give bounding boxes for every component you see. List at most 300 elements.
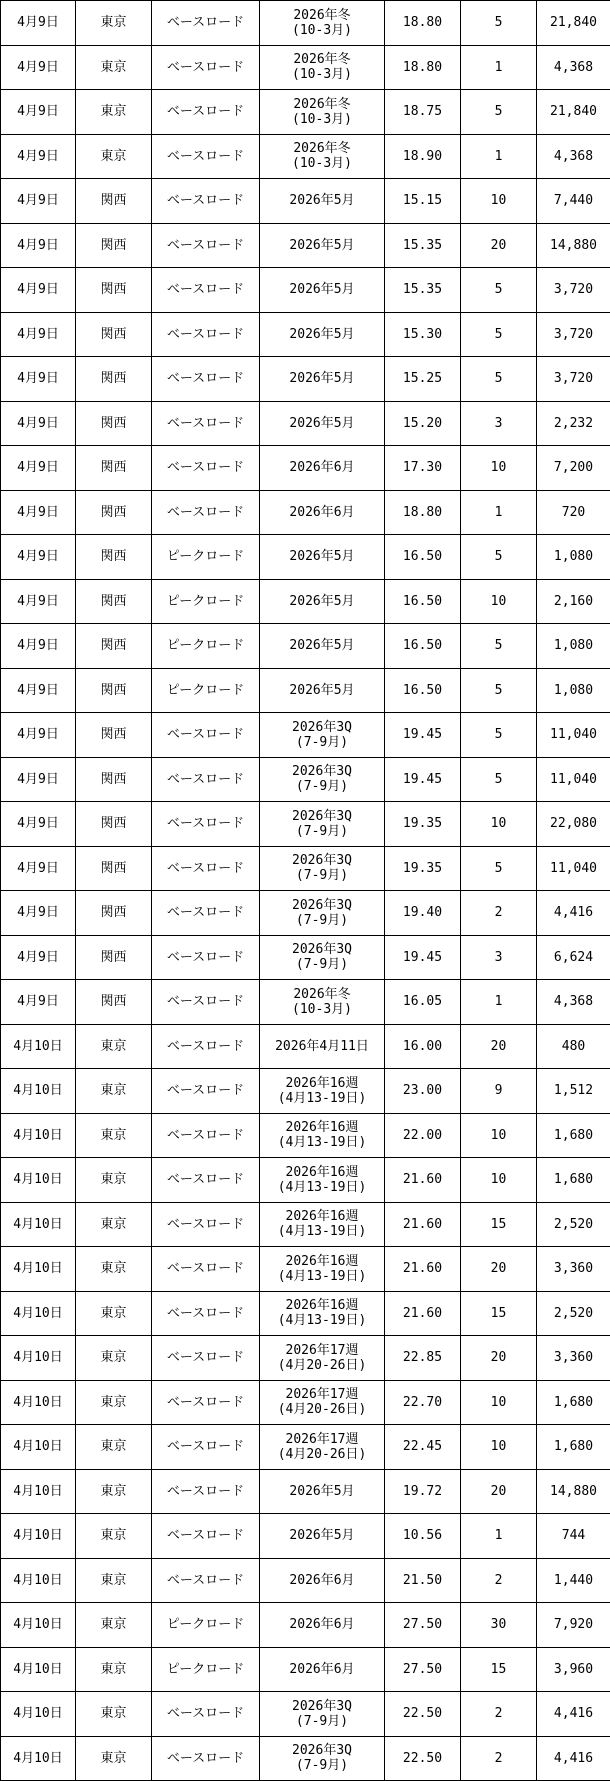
price-cell: 16.50: [385, 624, 461, 669]
amount-cell: 4,368: [537, 134, 610, 179]
table-row: [1, 446, 610, 491]
delivery-period-cell: [260, 1113, 385, 1158]
delivery-period-line: 2026年3Q: [260, 720, 384, 735]
quantity-cell: 5: [461, 312, 537, 357]
delivery-period-cell: [260, 1069, 385, 1114]
area-cell: 東京: [76, 1336, 152, 1381]
load-type-cell: ベースロード: [152, 1291, 260, 1336]
load-type-cell: ピークロード: [152, 535, 260, 580]
table-row: [1, 1202, 610, 1247]
delivery-period-line: (4月13-19日): [260, 1180, 384, 1195]
delivery-period-line: 2026年6月: [260, 460, 384, 475]
table-row: [1, 1603, 610, 1648]
table-row: [1, 802, 610, 847]
trade-date-cell: 4月10日: [1, 1692, 76, 1737]
delivery-period-cell: [260, 1425, 385, 1470]
amount-cell: 1,680: [537, 1380, 610, 1425]
trade-date-cell: 4月10日: [1, 1247, 76, 1292]
area-cell: 関西: [76, 624, 152, 669]
table-row: [1, 1380, 610, 1425]
table-row: [1, 1692, 610, 1737]
amount-cell: 6,624: [537, 935, 610, 980]
table-row: [1, 357, 610, 402]
price-cell: 16.50: [385, 579, 461, 624]
trade-table-body: [1, 1, 610, 1781]
price-cell: 19.45: [385, 757, 461, 802]
area-cell: 関西: [76, 802, 152, 847]
area-cell: 東京: [76, 1, 152, 46]
trade-date-cell: 4月10日: [1, 1113, 76, 1158]
trade-date-cell: 4月10日: [1, 1603, 76, 1648]
trade-date-cell: 4月9日: [1, 134, 76, 179]
table-row: [1, 668, 610, 713]
trade-date-cell: 4月9日: [1, 935, 76, 980]
price-cell: 16.50: [385, 668, 461, 713]
delivery-period-line: 2026年6月: [260, 1573, 384, 1588]
table-row: [1, 935, 610, 980]
trade-date-cell: 4月10日: [1, 1469, 76, 1514]
quantity-cell: 5: [461, 668, 537, 713]
delivery-period-cell: [260, 312, 385, 357]
trade-date-cell: 4月10日: [1, 1380, 76, 1425]
price-cell: 15.20: [385, 401, 461, 446]
price-cell: 17.30: [385, 446, 461, 491]
price-cell: 10.56: [385, 1514, 461, 1559]
load-type-cell: ベースロード: [152, 1247, 260, 1292]
amount-cell: 1,680: [537, 1425, 610, 1470]
delivery-period-line: 2026年16週: [260, 1120, 384, 1135]
load-type-cell: ベースロード: [152, 90, 260, 135]
delivery-period-line: 2026年3Q: [260, 809, 384, 824]
area-cell: 関西: [76, 980, 152, 1025]
price-cell: 18.80: [385, 45, 461, 90]
trade-date-cell: 4月10日: [1, 1069, 76, 1114]
load-type-cell: ベースロード: [152, 802, 260, 847]
table-row: [1, 1736, 610, 1781]
price-cell: 19.40: [385, 891, 461, 936]
area-cell: 東京: [76, 134, 152, 179]
load-type-cell: ベースロード: [152, 891, 260, 936]
quantity-cell: 10: [461, 1425, 537, 1470]
table-row: [1, 90, 610, 135]
delivery-period-cell: [260, 1291, 385, 1336]
delivery-period-line: 2026年冬: [260, 987, 384, 1002]
trade-date-cell: 4月10日: [1, 1336, 76, 1381]
amount-cell: 4,416: [537, 891, 610, 936]
load-type-cell: ベースロード: [152, 179, 260, 224]
price-cell: 18.90: [385, 134, 461, 179]
delivery-period-cell: [260, 624, 385, 669]
delivery-period-cell: [260, 401, 385, 446]
delivery-period-line: (4月13-19日): [260, 1091, 384, 1106]
amount-cell: 4,416: [537, 1736, 610, 1781]
delivery-period-line: 2026年冬: [260, 97, 384, 112]
load-type-cell: ベースロード: [152, 268, 260, 313]
amount-cell: 7,920: [537, 1603, 610, 1648]
delivery-period-line: 2026年16週: [260, 1298, 384, 1313]
delivery-period-line: (4月13-19日): [260, 1135, 384, 1150]
delivery-period-line: (7-9月): [260, 1714, 384, 1729]
area-cell: 関西: [76, 268, 152, 313]
price-cell: 19.35: [385, 802, 461, 847]
area-cell: 東京: [76, 90, 152, 135]
trade-date-cell: 4月10日: [1, 1291, 76, 1336]
quantity-cell: 5: [461, 357, 537, 402]
delivery-period-cell: [260, 891, 385, 936]
trade-date-cell: 4月10日: [1, 1647, 76, 1692]
delivery-period-line: 2026年6月: [260, 505, 384, 520]
trade-date-cell: 4月9日: [1, 891, 76, 936]
delivery-period-line: 2026年5月: [260, 193, 384, 208]
price-cell: 22.70: [385, 1380, 461, 1425]
load-type-cell: ベースロード: [152, 1, 260, 46]
load-type-cell: ピークロード: [152, 624, 260, 669]
amount-cell: 7,200: [537, 446, 610, 491]
delivery-period-line: 2026年5月: [260, 594, 384, 609]
quantity-cell: 1: [461, 490, 537, 535]
trade-date-cell: 4月9日: [1, 668, 76, 713]
quantity-cell: 1: [461, 1514, 537, 1559]
area-cell: 東京: [76, 1736, 152, 1781]
trade-date-cell: 4月9日: [1, 802, 76, 847]
amount-cell: 11,040: [537, 713, 610, 758]
delivery-period-line: 2026年3Q: [260, 898, 384, 913]
quantity-cell: 10: [461, 179, 537, 224]
delivery-period-line: 2026年16週: [260, 1165, 384, 1180]
delivery-period-cell: [260, 179, 385, 224]
delivery-period-line: 2026年3Q: [260, 1743, 384, 1758]
quantity-cell: 5: [461, 713, 537, 758]
area-cell: 関西: [76, 401, 152, 446]
delivery-period-line: 2026年5月: [260, 327, 384, 342]
delivery-period-line: 2026年17週: [260, 1343, 384, 1358]
area-cell: 東京: [76, 1514, 152, 1559]
price-cell: 27.50: [385, 1603, 461, 1648]
delivery-period-cell: [260, 1647, 385, 1692]
area-cell: 東京: [76, 45, 152, 90]
quantity-cell: 10: [461, 446, 537, 491]
quantity-cell: 10: [461, 1158, 537, 1203]
load-type-cell: ベースロード: [152, 713, 260, 758]
delivery-period-cell: [260, 1, 385, 46]
load-type-cell: ピークロード: [152, 1603, 260, 1648]
area-cell: 関西: [76, 223, 152, 268]
quantity-cell: 15: [461, 1647, 537, 1692]
table-row: [1, 312, 610, 357]
delivery-period-cell: [260, 134, 385, 179]
price-cell: 22.85: [385, 1336, 461, 1381]
price-cell: 22.50: [385, 1692, 461, 1737]
area-cell: 関西: [76, 713, 152, 758]
delivery-period-cell: [260, 668, 385, 713]
price-cell: 15.15: [385, 179, 461, 224]
price-cell: 21.60: [385, 1247, 461, 1292]
quantity-cell: 1: [461, 134, 537, 179]
load-type-cell: ピークロード: [152, 668, 260, 713]
delivery-period-line: 2026年5月: [260, 238, 384, 253]
trade-date-cell: 4月10日: [1, 1736, 76, 1781]
amount-cell: 1,512: [537, 1069, 610, 1114]
load-type-cell: ベースロード: [152, 1336, 260, 1381]
delivery-period-cell: [260, 1158, 385, 1203]
delivery-period-cell: [260, 1692, 385, 1737]
amount-cell: 1,080: [537, 668, 610, 713]
load-type-cell: ベースロード: [152, 312, 260, 357]
table-row: [1, 757, 610, 802]
area-cell: 関西: [76, 891, 152, 936]
quantity-cell: 2: [461, 891, 537, 936]
delivery-period-cell: [260, 980, 385, 1025]
price-cell: 16.05: [385, 980, 461, 1025]
table-row: [1, 1336, 610, 1381]
delivery-period-cell: [260, 535, 385, 580]
amount-cell: 1,080: [537, 624, 610, 669]
load-type-cell: ベースロード: [152, 935, 260, 980]
quantity-cell: 10: [461, 1380, 537, 1425]
delivery-period-line: (10-3月): [260, 23, 384, 38]
delivery-period-line: 2026年16週: [260, 1254, 384, 1269]
trade-date-cell: 4月9日: [1, 579, 76, 624]
delivery-period-line: 2026年3Q: [260, 942, 384, 957]
table-row: [1, 1514, 610, 1559]
trade-date-cell: 4月10日: [1, 1558, 76, 1603]
load-type-cell: ベースロード: [152, 846, 260, 891]
delivery-period-cell: [260, 713, 385, 758]
price-cell: 16.00: [385, 1024, 461, 1069]
amount-cell: 14,880: [537, 223, 610, 268]
delivery-period-cell: [260, 579, 385, 624]
trade-date-cell: 4月9日: [1, 268, 76, 313]
price-cell: 19.45: [385, 713, 461, 758]
delivery-period-cell: [260, 1380, 385, 1425]
area-cell: 関西: [76, 446, 152, 491]
load-type-cell: ベースロード: [152, 223, 260, 268]
table-row: [1, 134, 610, 179]
amount-cell: 2,520: [537, 1202, 610, 1247]
delivery-period-cell: [260, 1469, 385, 1514]
load-type-cell: ベースロード: [152, 45, 260, 90]
table-row: [1, 1425, 610, 1470]
delivery-period-line: (10-3月): [260, 156, 384, 171]
quantity-cell: 1: [461, 980, 537, 1025]
table-row: [1, 490, 610, 535]
delivery-period-cell: [260, 45, 385, 90]
delivery-period-line: (4月20-26日): [260, 1447, 384, 1462]
delivery-period-line: (10-3月): [260, 67, 384, 82]
price-cell: 16.50: [385, 535, 461, 580]
area-cell: 東京: [76, 1202, 152, 1247]
load-type-cell: ベースロード: [152, 401, 260, 446]
price-cell: 22.00: [385, 1113, 461, 1158]
area-cell: 東京: [76, 1291, 152, 1336]
price-cell: 19.72: [385, 1469, 461, 1514]
area-cell: 関西: [76, 668, 152, 713]
amount-cell: 1,680: [537, 1113, 610, 1158]
price-cell: 21.60: [385, 1202, 461, 1247]
trade-date-cell: 4月9日: [1, 757, 76, 802]
delivery-period-line: (4月13-19日): [260, 1313, 384, 1328]
quantity-cell: 9: [461, 1069, 537, 1114]
delivery-period-line: (4月20-26日): [260, 1358, 384, 1373]
price-cell: 15.25: [385, 357, 461, 402]
trade-date-cell: 4月9日: [1, 45, 76, 90]
area-cell: 東京: [76, 1603, 152, 1648]
table-row: [1, 1291, 610, 1336]
delivery-period-line: 2026年5月: [260, 282, 384, 297]
amount-cell: 2,160: [537, 579, 610, 624]
load-type-cell: ピークロード: [152, 579, 260, 624]
trade-date-cell: 4月10日: [1, 1202, 76, 1247]
amount-cell: 4,416: [537, 1692, 610, 1737]
quantity-cell: 5: [461, 624, 537, 669]
delivery-period-line: (7-9月): [260, 824, 384, 839]
load-type-cell: ベースロード: [152, 1425, 260, 1470]
amount-cell: 480: [537, 1024, 610, 1069]
area-cell: 東京: [76, 1558, 152, 1603]
delivery-period-line: 2026年3Q: [260, 1699, 384, 1714]
load-type-cell: ベースロード: [152, 490, 260, 535]
delivery-period-line: 2026年5月: [260, 683, 384, 698]
area-cell: 東京: [76, 1113, 152, 1158]
delivery-period-line: 2026年5月: [260, 638, 384, 653]
delivery-period-cell: [260, 490, 385, 535]
table-row: [1, 1, 610, 46]
table-row: [1, 223, 610, 268]
delivery-period-cell: [260, 1336, 385, 1381]
delivery-period-cell: [260, 357, 385, 402]
amount-cell: 7,440: [537, 179, 610, 224]
table-row: [1, 1469, 610, 1514]
table-row: [1, 268, 610, 313]
area-cell: 東京: [76, 1425, 152, 1470]
trade-date-cell: 4月9日: [1, 1, 76, 46]
amount-cell: 3,720: [537, 357, 610, 402]
amount-cell: 2,520: [537, 1291, 610, 1336]
quantity-cell: 5: [461, 846, 537, 891]
quantity-cell: 5: [461, 757, 537, 802]
amount-cell: 11,040: [537, 846, 610, 891]
delivery-period-line: 2026年5月: [260, 371, 384, 386]
load-type-cell: ベースロード: [152, 1380, 260, 1425]
price-cell: 22.45: [385, 1425, 461, 1470]
table-row: [1, 1113, 610, 1158]
table-row: [1, 1647, 610, 1692]
amount-cell: 1,440: [537, 1558, 610, 1603]
trade-date-cell: 4月9日: [1, 535, 76, 580]
load-type-cell: ベースロード: [152, 1514, 260, 1559]
trade-date-cell: 4月9日: [1, 223, 76, 268]
amount-cell: 720: [537, 490, 610, 535]
delivery-period-line: 2026年4月11日: [260, 1039, 384, 1054]
trade-date-cell: 4月9日: [1, 846, 76, 891]
load-type-cell: ベースロード: [152, 1113, 260, 1158]
load-type-cell: ベースロード: [152, 357, 260, 402]
delivery-period-line: (4月13-19日): [260, 1269, 384, 1284]
delivery-period-cell: [260, 757, 385, 802]
price-cell: 21.60: [385, 1291, 461, 1336]
delivery-period-line: (7-9月): [260, 779, 384, 794]
delivery-period-line: 2026年5月: [260, 549, 384, 564]
price-cell: 18.80: [385, 490, 461, 535]
delivery-period-line: 2026年5月: [260, 416, 384, 431]
delivery-period-line: 2026年16週: [260, 1209, 384, 1224]
table-row: [1, 713, 610, 758]
area-cell: 東京: [76, 1069, 152, 1114]
amount-cell: 3,360: [537, 1247, 610, 1292]
table-row: [1, 1024, 610, 1069]
quantity-cell: 2: [461, 1736, 537, 1781]
price-cell: 15.35: [385, 268, 461, 313]
amount-cell: 3,960: [537, 1647, 610, 1692]
quantity-cell: 20: [461, 1469, 537, 1514]
delivery-period-cell: [260, 1024, 385, 1069]
price-cell: 27.50: [385, 1647, 461, 1692]
quantity-cell: 20: [461, 223, 537, 268]
area-cell: 関西: [76, 579, 152, 624]
quantity-cell: 15: [461, 1202, 537, 1247]
load-type-cell: ベースロード: [152, 1692, 260, 1737]
price-cell: 23.00: [385, 1069, 461, 1114]
trade-date-cell: 4月10日: [1, 1425, 76, 1470]
delivery-period-line: (7-9月): [260, 735, 384, 750]
area-cell: 東京: [76, 1380, 152, 1425]
delivery-period-cell: [260, 268, 385, 313]
amount-cell: 3,720: [537, 268, 610, 313]
area-cell: 東京: [76, 1469, 152, 1514]
delivery-period-line: 2026年冬: [260, 52, 384, 67]
delivery-period-line: (10-3月): [260, 112, 384, 127]
delivery-period-line: (7-9月): [260, 1758, 384, 1773]
trade-date-cell: 4月9日: [1, 401, 76, 446]
amount-cell: 1,680: [537, 1158, 610, 1203]
delivery-period-cell: [260, 846, 385, 891]
table-row: [1, 1558, 610, 1603]
delivery-period-line: 2026年3Q: [260, 853, 384, 868]
trade-date-cell: 4月9日: [1, 312, 76, 357]
price-cell: 15.35: [385, 223, 461, 268]
quantity-cell: 10: [461, 1113, 537, 1158]
quantity-cell: 10: [461, 802, 537, 847]
quantity-cell: 30: [461, 1603, 537, 1648]
delivery-period-cell: [260, 446, 385, 491]
trade-date-cell: 4月10日: [1, 1158, 76, 1203]
quantity-cell: 15: [461, 1291, 537, 1336]
amount-cell: 21,840: [537, 1, 610, 46]
quantity-cell: 10: [461, 579, 537, 624]
area-cell: 東京: [76, 1247, 152, 1292]
delivery-period-cell: [260, 1558, 385, 1603]
delivery-period-line: (7-9月): [260, 957, 384, 972]
price-cell: 18.80: [385, 1, 461, 46]
quantity-cell: 1: [461, 45, 537, 90]
trade-date-cell: 4月9日: [1, 490, 76, 535]
delivery-period-cell: [260, 1736, 385, 1781]
amount-cell: 3,720: [537, 312, 610, 357]
price-cell: 19.35: [385, 846, 461, 891]
delivery-period-line: (7-9月): [260, 913, 384, 928]
amount-cell: 744: [537, 1514, 610, 1559]
load-type-cell: ベースロード: [152, 1736, 260, 1781]
quantity-cell: 20: [461, 1336, 537, 1381]
delivery-period-line: 2026年6月: [260, 1662, 384, 1677]
amount-cell: 11,040: [537, 757, 610, 802]
quantity-cell: 3: [461, 401, 537, 446]
trade-date-cell: 4月9日: [1, 179, 76, 224]
trade-date-cell: 4月9日: [1, 90, 76, 135]
delivery-period-cell: [260, 1247, 385, 1292]
table-row: [1, 535, 610, 580]
quantity-cell: 20: [461, 1024, 537, 1069]
